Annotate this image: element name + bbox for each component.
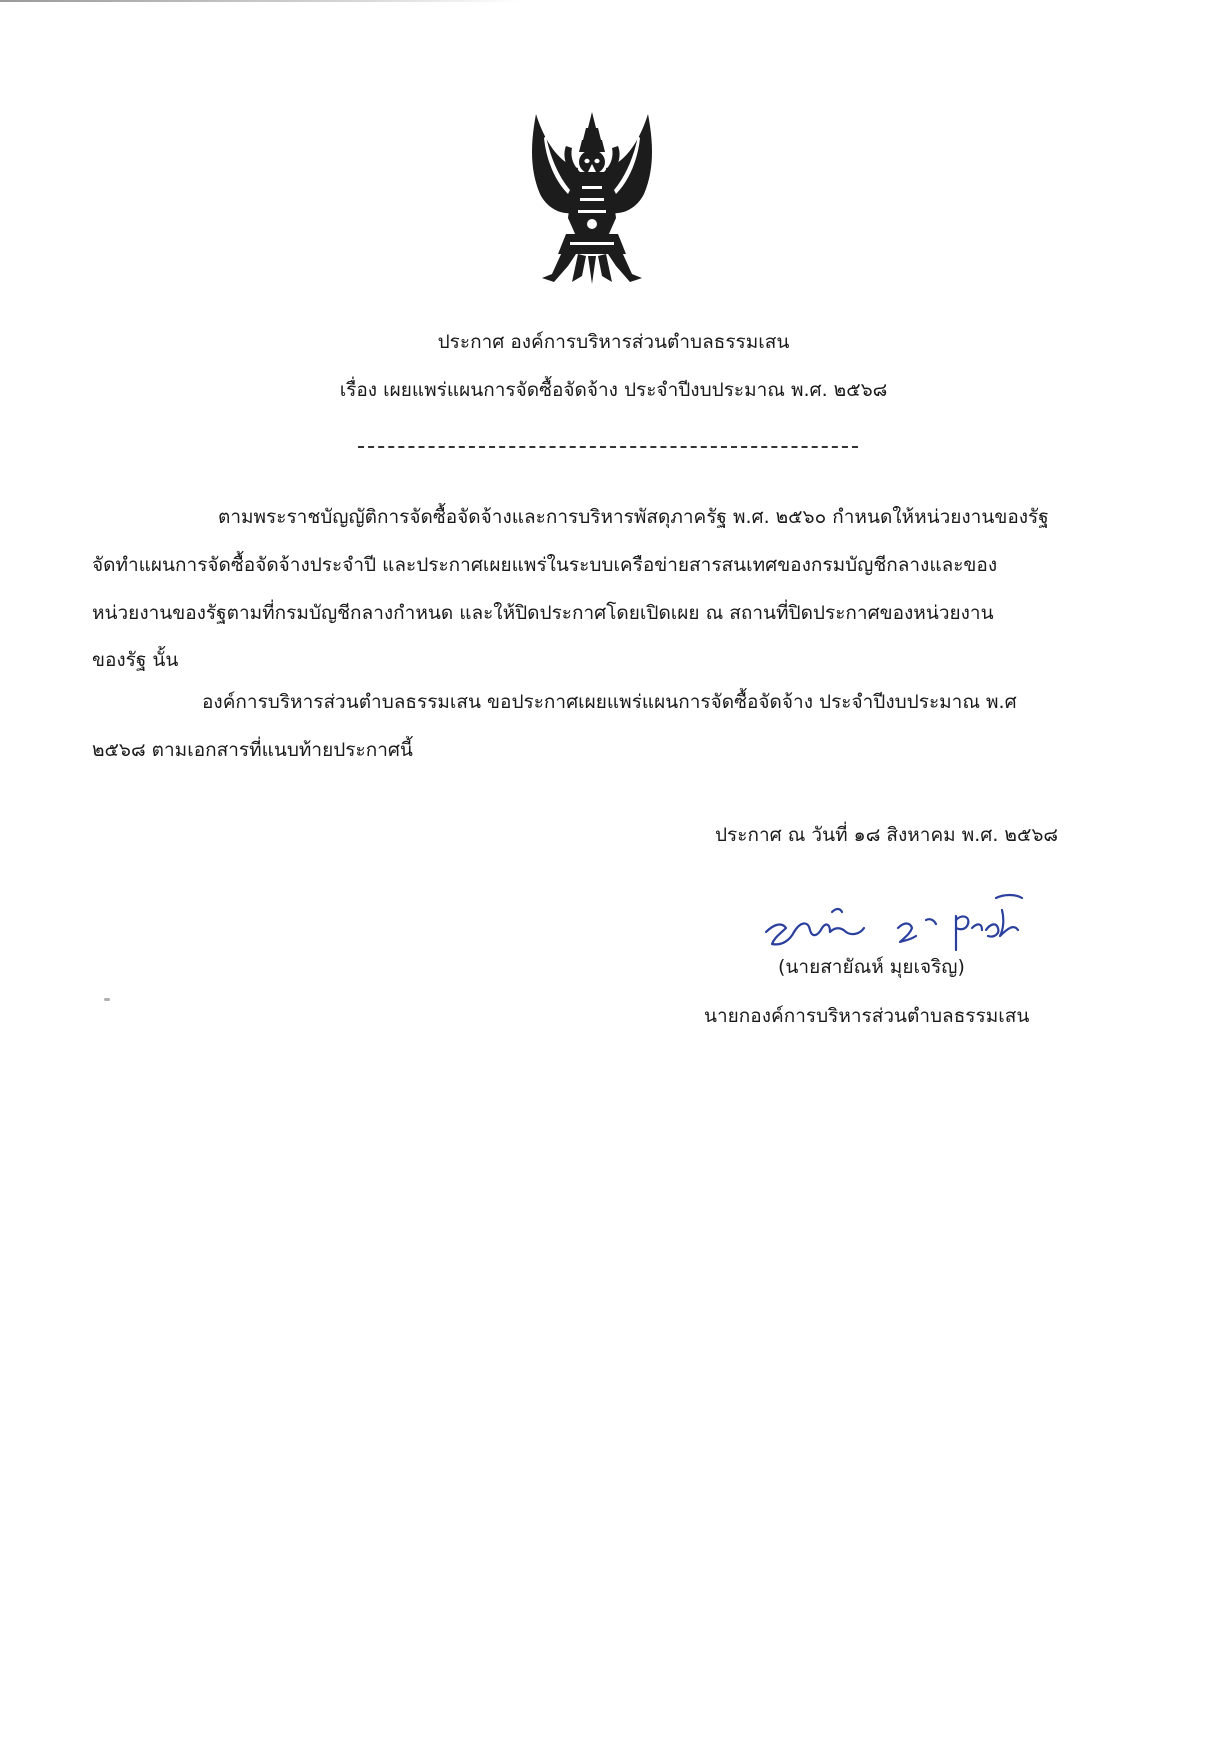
dashed-divider (358, 446, 858, 448)
paragraph1-line3: หน่วยงานของรัฐตามที่กรมบัญชีกลางกำหนด และให้ปิดประกาศโดยเปิดเผย ณ สถานที่ปิดประกาศของหน่วยงาน (92, 602, 994, 624)
signatory-name: (นายสายัณห์ มุยเจริญ) (778, 956, 965, 978)
paragraph2-line1: องค์การบริหารส่วนตำบลธรรมเสน ขอประกาศเผยแพร่แผนการจัดซื้อจัดจ้าง ประจำปีงบประมาณ พ.ศ (202, 691, 1017, 713)
scan-edge-shadow (0, 0, 520, 2)
paragraph1-line1: ตามพระราชบัญญัติการจัดซื้อจัดจ้างและการบริหารพัสดุภาครัฐ พ.ศ. ๒๕๖๐ กำหนดให้หน่วยงานของรัฐ (218, 506, 1049, 528)
paragraph1-line4: ของรัฐ นั้น (92, 649, 179, 671)
announcement-title: ประกาศ องค์การบริหารส่วนตำบลธรรมเสน (437, 331, 790, 353)
handwritten-signature-icon (760, 884, 1060, 964)
garuda-emblem-icon (522, 106, 662, 286)
scan-speck (104, 998, 110, 1001)
signatory-position: นายกองค์การบริหารส่วนตำบลธรรมเสน (704, 1005, 1030, 1027)
paragraph1-line2: จัดทำแผนการจัดซื้อจัดจ้างประจำปี และประกาศเผยแพร่ในระบบเครือข่ายสารสนเทศของกรมบัญชีกลางและของ (92, 554, 998, 576)
paragraph2-line2: ๒๕๖๘ ตามเอกสารที่แนบท้ายประกาศนี้ (92, 739, 413, 761)
announcement-date: ประกาศ ณ วันที่ ๑๘ สิงหาคม พ.ศ. ๒๕๖๘ (715, 824, 1059, 846)
announcement-subject: เรื่อง เผยแพร่แผนการจัดซื้อจัดจ้าง ประจำปีงบประมาณ พ.ศ. ๒๕๖๘ (339, 379, 888, 401)
